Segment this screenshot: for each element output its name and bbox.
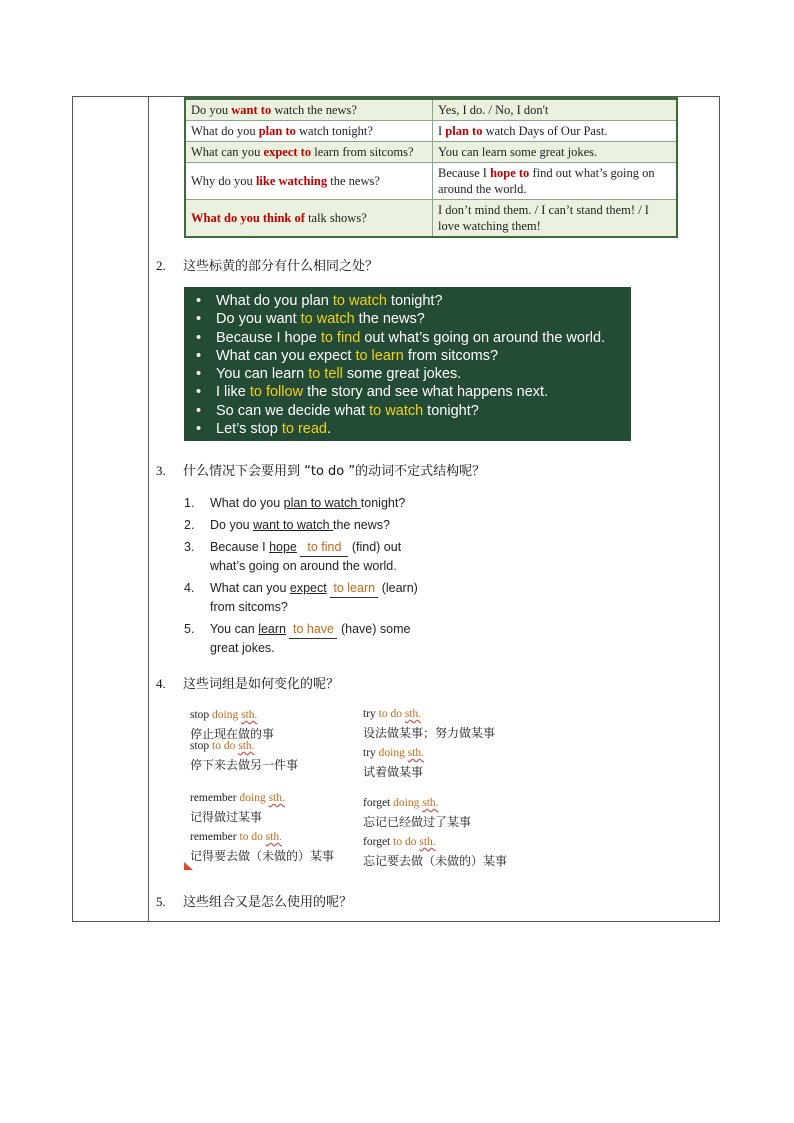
board-text: tonight? [386,293,443,309]
board-text: So can we decide what [216,402,370,419]
table-row [185,163,677,200]
phrase-object: sth. [404,708,422,720]
board-line [196,292,623,310]
exercise-item [184,516,484,534]
question-text: What can you [191,145,264,159]
phrase-form: to do [212,740,236,752]
table-row [185,121,677,142]
board-text: What can you expect [216,347,356,364]
exercise-text: the news? [333,518,390,532]
question-cell [185,163,433,200]
phrase-chinese: 停下来去做另一件事 [190,758,299,772]
board-text: You can learn [216,366,309,383]
answer-text: watch Days of Our Past. [482,124,608,138]
board-text: Because I hope [216,329,321,346]
question-text: Why do you [191,174,256,188]
question-cell [185,142,433,163]
exercise-text: from sitcoms? [210,600,288,614]
section-3-heading [156,460,485,479]
question-text: What do you [191,124,259,138]
phrase-chinese: 记得做过某事 [190,810,263,824]
phrase-english [363,745,424,761]
table-row [185,200,677,238]
answer-text: I [438,124,446,138]
phrase-form: to do [378,708,402,720]
phrase-english [190,790,285,806]
exercise-text: great jokes. [210,641,275,655]
highlighted-phrase: plan to [445,124,483,138]
answer-cell [433,163,678,200]
phrase-entry [190,829,334,864]
phrase-entry [363,745,424,780]
question-text: watch the news? [271,103,357,117]
board-text: . [327,421,332,438]
answer-blank: to find [300,538,348,557]
section-text: 什么情况下会要用到 “to do ”的动词不定式结构呢？ [183,464,486,479]
column-divider [148,97,149,921]
board-text: tonight? [423,402,479,419]
exercise-number: 5. [184,622,195,636]
phrase-object: sth. [268,792,285,804]
infinitive-highlight: to follow [249,384,304,401]
highlighted-phrase: What do you think of [191,211,305,225]
answer-cell [433,142,678,163]
question-cell [185,99,433,121]
board-text: the story and see what happens next. [303,384,549,401]
highlighted-phrase: want to [231,103,272,117]
exercise-item [184,620,484,657]
phrase-chinese: 试着做某事 [363,765,424,779]
underlined-verb: want to watch [253,518,333,532]
phrase-verb: stop [190,709,210,721]
phrase-english [190,829,334,845]
answer-text: You can learn some great jokes. [438,145,598,159]
exercise-list [184,494,484,657]
phrase-object: sth. [407,747,425,759]
board-line [196,383,623,401]
exercise-text: Because I [210,540,270,554]
infinitive-highlight: to find [320,329,361,346]
phrase-english [190,707,274,723]
infinitive-highlight: to learn [355,347,404,364]
phrase-object: sth. [265,831,282,843]
board-text: I like [216,384,250,401]
highlighted-phrase: hope to [490,166,530,180]
board-text: out what’s going on around the world. [360,329,606,346]
table-row [185,99,677,121]
comparison-table [184,97,678,238]
phrase-form: doing [393,797,420,809]
board-line [196,329,623,347]
question-cell [185,121,433,142]
phrase-entry [190,738,298,773]
table-row [185,142,677,163]
board-text: the news? [354,311,425,328]
exercise-item [184,538,484,575]
underlined-verb: learn [258,622,286,636]
board-text: Let’s stop [216,421,282,438]
phrase-form: doing [239,792,266,804]
answer-text: Yes, I do. / No, I don't [438,103,549,117]
exercise-text: Do you [210,518,254,532]
infinitive-highlight: to watch [369,402,424,419]
phrase-verb: remember [190,831,237,843]
board-text: from sitcoms? [403,347,499,364]
verb-hint: (find) out [348,540,402,554]
exercise-text: what’s going on around the world. [210,559,397,573]
infinitive-highlight: to tell [308,366,343,383]
exercise-number: 3. [184,540,195,554]
corner-marker [184,862,193,870]
exercise-item [184,494,484,512]
answer-blank: to learn [330,579,378,598]
board-line [196,420,623,438]
answer-blank: to have [289,620,337,639]
phrase-verb: try [363,708,376,720]
exercise-text: You can [210,622,259,636]
board-line [196,347,623,365]
phrase-chinese: 停止现在做的事 [190,727,275,741]
phrase-object: sth. [419,836,436,848]
exercise-text: What do you [210,496,284,510]
exercise-text: tonight? [360,496,406,510]
section-text: 这些词组是如何变化的呢？ [183,677,340,692]
verb-hint: (learn) [378,581,418,595]
section-2-heading [156,255,378,274]
phrase-chinese: 忘记已经做过了某事 [363,815,472,829]
phrase-english [190,738,298,754]
phrase-entry [363,834,507,869]
exercise-text: What can you [210,581,290,595]
underlined-verb: plan to watch [283,496,361,510]
answer-cell [433,200,678,238]
question-text: Do you [191,103,232,117]
exercise-number: 1. [184,496,195,510]
phrase-chinese: 设法做某事；努力做某事 [363,726,496,740]
phrase-verb: try [363,747,376,759]
phrase-object: sth. [241,709,258,721]
board-line [196,365,623,383]
phrase-form: doing [212,709,239,721]
underlined-verb: expect [289,581,327,595]
section-text: 这些组合又是怎么使用的呢？ [183,895,353,910]
section-number: 5. [156,894,166,909]
phrase-chinese: 忘记要去做（未做的）某事 [363,854,508,868]
phrase-form: to do [393,836,417,848]
phrase-english [363,706,495,722]
answer-cell [433,99,678,121]
board-line [196,402,623,420]
answer-cell [433,121,678,142]
question-text: the news? [327,174,380,188]
phrase-object: sth. [422,797,439,809]
section-number: 2. [156,258,166,273]
answer-text: Because I [438,166,491,180]
exercise-number: 2. [184,518,195,532]
board-text: Do you want [216,311,301,328]
section-number: 3. [156,463,166,478]
board-text: What do you plan [216,293,333,309]
question-cell [185,200,433,238]
section-number: 4. [156,676,166,691]
phrase-english [363,795,471,811]
section-4-heading [156,673,339,692]
board-text: some great jokes. [342,366,462,383]
phrase-verb: forget [363,836,391,848]
exercise-number: 4. [184,581,195,595]
infinitive-highlight: to read [281,421,327,438]
answer-text: I don’t mind them. / I can’t stand them! / I love watching them! [438,203,649,233]
question-text: learn from sitcoms? [311,145,414,159]
exercise-item [184,579,484,616]
question-text: talk shows? [304,211,367,225]
phrase-chinese: 记得要去做（未做的）某事 [190,849,335,863]
highlighted-phrase: expect to [263,145,312,159]
phrase-entry [363,795,471,830]
phrase-entry [190,790,285,825]
example-board [184,287,631,441]
highlighted-phrase: plan to [258,124,296,138]
board-line [196,310,623,328]
phrase-verb: remember [190,792,237,804]
question-text: watch tonight? [295,124,373,138]
phrase-entry [190,707,274,742]
phrase-object: sth. [238,740,255,752]
section-5-heading [156,891,352,910]
verb-hint: (have) some [337,622,411,636]
highlighted-phrase: like watching [255,174,328,188]
infinitive-highlight: to watch [300,311,355,328]
phrase-form: to do [239,831,263,843]
answer-text: find out what’s going on around the world. [438,166,655,196]
section-text: 这些标黄的部分有什么相同之处？ [183,259,379,274]
phrase-entry [363,706,495,741]
phrase-verb: stop [190,740,210,752]
phrase-form: doing [378,747,405,759]
infinitive-highlight: to watch [332,293,387,309]
phrase-verb: forget [363,797,391,809]
underlined-verb: hope [269,540,297,554]
phrase-english [363,834,507,850]
